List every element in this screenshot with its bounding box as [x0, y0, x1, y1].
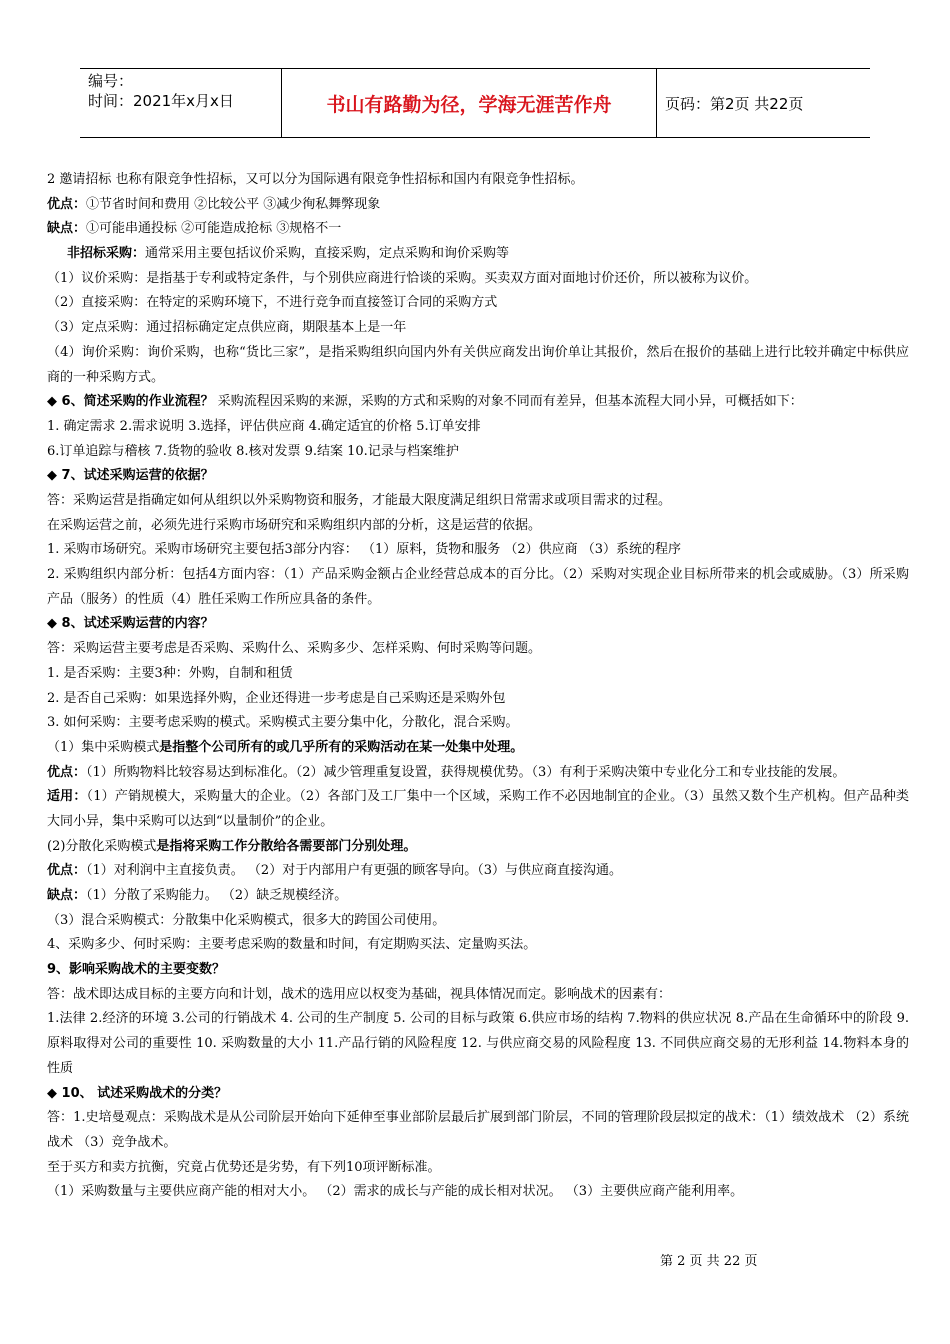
header-meta — [80, 69, 282, 137]
bold-label: 优点： — [47, 764, 87, 780]
line-text: （1）所购物料比较容易达到标准化。（2）减少管理重复设置，获得规模优势。（3）有利于采购决策中专业化分工和专业技能的发展。 — [86, 764, 846, 780]
text-line — [47, 1180, 909, 1205]
text-line — [47, 884, 909, 909]
text-line — [47, 267, 909, 292]
line-text: 1. 是否采购：主要3种：外购，自制和租赁 — [47, 665, 293, 681]
text-line — [47, 316, 909, 341]
line-text: （1）产销规模大，采购量大的企业。（2）各部门及工厂集中一个区域，采购工作不必因地制宜的企业。（3）虽然又数个生产机构。但产品种类大同小异，集中采购可以达到“以量制价”的企业。 — [47, 789, 909, 829]
line-text: 通常采用主要包括议价采购，直接采购，定点采购和询价采购等 — [145, 246, 510, 262]
bold-label: 适用： — [47, 789, 87, 805]
text-line — [47, 785, 909, 834]
text-line — [47, 761, 909, 786]
text-line — [47, 1156, 909, 1181]
text-line — [47, 711, 909, 736]
bold-label: ◆ 8、试述采购运营的内容？ — [47, 616, 214, 632]
line-text: 在采购运营之前，必须先进行采购市场研究和采购组织内部的分析，这是运营的依据。 — [47, 517, 542, 533]
bold-label: 缺点： — [47, 888, 87, 904]
text-line — [47, 415, 909, 440]
text-line — [47, 440, 909, 465]
bold-label: 缺点： — [47, 221, 87, 237]
text-line — [47, 983, 909, 1008]
line-text: 3. 如何采购：主要考虑采购的模式。采购模式主要分集中化，分散化，混合采购。 — [47, 715, 519, 731]
line-text: ①节省时间和费用 ②比较公平 ③减少徇私舞弊现象 — [86, 196, 381, 212]
line-text: 1.法律 2.经济的环境 3.公司的行销战术 4. 公司的生产制度 5. 公司的目标与政策 6.供应市场的结构 7.物料的供应状况 8.产品在生命循环中的阶段 9.原料取得对公司的重要性 10. 采购数量的大小 11.产品行销的风险程度 12. 与供应商交易的风险程度 13. 不同供应商交易的无形利益 14.物料本身的性质 — [47, 1011, 909, 1076]
line-text: 2. 是否自己采购：如果选择外购，企业还得进一步考虑是自己采购还是采购外包 — [47, 690, 506, 706]
line-text: 答：1.史培曼观点：采购战术是从公司阶层开始向下延伸至事业部阶层最后扩展到部门阶层，不同的管理阶段层拟定的战术：（1）绩效战术 （2）系统战术 （3）竞争战术。 — [47, 1110, 909, 1150]
line-text: 1. 采购市场研究。采购市场研究主要包括3部分内容： （1）原料，货物和服务 （2）供应商 （3）系统的程序 — [47, 542, 682, 558]
bold-label: 优点： — [47, 863, 87, 879]
line-text: （3）混合采购模式：分散集中化采购模式，很多大的跨国公司使用。 — [47, 912, 446, 928]
text-line — [47, 217, 909, 242]
text-line — [47, 687, 909, 712]
text-line — [47, 933, 909, 958]
bold-text: 是指将采购工作分散给各需要部门分别处理。 — [156, 838, 417, 854]
text-line — [47, 563, 909, 612]
line-text: （2）直接采购：在特定的采购环境下，不进行竞争而直接签订合同的采购方式 — [47, 295, 498, 311]
document-body — [47, 168, 909, 1205]
text-line — [47, 291, 909, 316]
text-line — [47, 958, 909, 983]
line-text: （1）采购数量与主要供应商产能的相对大小。 （2）需求的成长与产能的成长相对状况。 （3）主要供应商产能利用率。 — [47, 1184, 744, 1200]
bold-label: ◆ 10、 试述采购战术的分类？ — [47, 1085, 228, 1101]
text-line — [47, 736, 909, 761]
text-line — [47, 538, 909, 563]
line-text: 1. 确定需求 2.需求说明 3.选择，评估供应商 4.确定适宜的价格 5.订单安排 — [47, 418, 481, 434]
document-number: 编号： — [88, 72, 134, 90]
line-text: 答：采购运营主要考虑是否采购、采购什么、采购多少、怎样采购、何时采购等问题。 — [47, 641, 542, 657]
text-line — [47, 341, 909, 390]
document-date: 时间：2021年x月x日 — [88, 92, 234, 110]
text-line — [47, 514, 909, 539]
page-header — [80, 68, 870, 138]
bold-label: 非招标采购： — [67, 246, 146, 262]
line-text: （3）定点采购：通过招标确定定点供应商，期限基本上是一年 — [47, 320, 407, 336]
text-line — [47, 242, 909, 267]
text-line — [47, 612, 909, 637]
text-line — [47, 489, 909, 514]
line-text: (2)分散化采购模式 — [47, 838, 157, 854]
text-line — [47, 637, 909, 662]
bold-label: 优点： — [47, 196, 87, 212]
bold-label: 9、影响采购战术的主要变数？ — [47, 962, 226, 978]
line-text: 答：采购运营是指确定如何从组织以外采购物资和服务，才能最大限度满足组织日常需求或项目需求的过程。 — [47, 492, 672, 508]
text-line — [47, 464, 909, 489]
text-line — [47, 193, 909, 218]
page-footer: 第 2 页 共 22 页 — [660, 1254, 758, 1269]
line-text: （1）对利润中主直接负责。 （2）对于内部用户有更强的顾客导向。（3）与供应商直接沟通。 — [86, 863, 622, 879]
bold-label: ◆ 6、简述采购的作业流程？ — [47, 394, 214, 410]
line-text: 至于买方和卖方抗衡，究竟占优势还是劣势，有下列10项评断标准。 — [47, 1159, 441, 1175]
text-line — [47, 1007, 909, 1081]
line-text: （1）分散了采购能力。 （2）缺乏规模经济。 — [86, 888, 348, 904]
bold-label: ◆ 7、试述采购运营的依据？ — [47, 468, 214, 484]
header-page-info: 页码：第2页 共22页 — [665, 94, 804, 113]
text-line — [47, 1082, 909, 1107]
text-line — [47, 662, 909, 687]
line-text: 2. 采购组织内部分析：包括4方面内容：（1）产品采购金额占企业经营总成本的百分比。（2）采购对实现企业目标所带来的机会或威胁。（3）所采购产品（服务）的性质（4）胜任采购工作所应具备的条件。 — [47, 567, 909, 607]
line-text: 采购流程因采购的来源，采购的方式和采购的对象不同而有差异，但基本流程大同小异，可概括如下： — [213, 394, 803, 410]
header-motto: 书山有路勤为径，学海无涯苦作舟 — [282, 69, 657, 137]
line-text: 4、采购多少、何时采购：主要考虑采购的数量和时间，有定期购买法、定量购买法。 — [47, 937, 537, 953]
line-text: （1）议价采购：是指基于专利或特定条件，与个别供应商进行恰谈的采购。买卖双方面对面地讨价还价，所以被称为议价。 — [47, 270, 758, 286]
line-text: 6.订单追踪与稽核 7.货物的验收 8.核对发票 9.结案 10.记录与档案维护 — [47, 443, 459, 459]
line-text: 答：战术即达成目标的主要方向和计划，战术的选用应以权变为基础，视具体情况而定。影响战术的因素有： — [47, 986, 672, 1002]
text-line — [47, 859, 909, 884]
line-text: （1）集中采购模式 — [47, 739, 160, 755]
line-text: （4）询价采购：询价采购，也称“货比三家”，是指采购组织向国内外有关供应商发出询价单让其报价，然后在报价的基础上进行比较并确定中标供应商的一种采购方式。 — [47, 344, 909, 385]
text-line — [47, 168, 909, 193]
line-text: ①可能串通投标 ②可能造成抢标 ③规格不一 — [86, 221, 342, 237]
text-line — [47, 1106, 909, 1155]
text-line — [47, 835, 909, 860]
text-line — [47, 390, 909, 415]
bold-text: 是指整个公司所有的或几乎所有的采购活动在某一处集中处理。 — [159, 739, 524, 755]
text-line — [47, 909, 909, 934]
line-text: 2 邀请招标 也称有限竞争性招标，又可以分为国际遇有限竞争性招标和国内有限竞争性招标。 — [47, 172, 584, 187]
